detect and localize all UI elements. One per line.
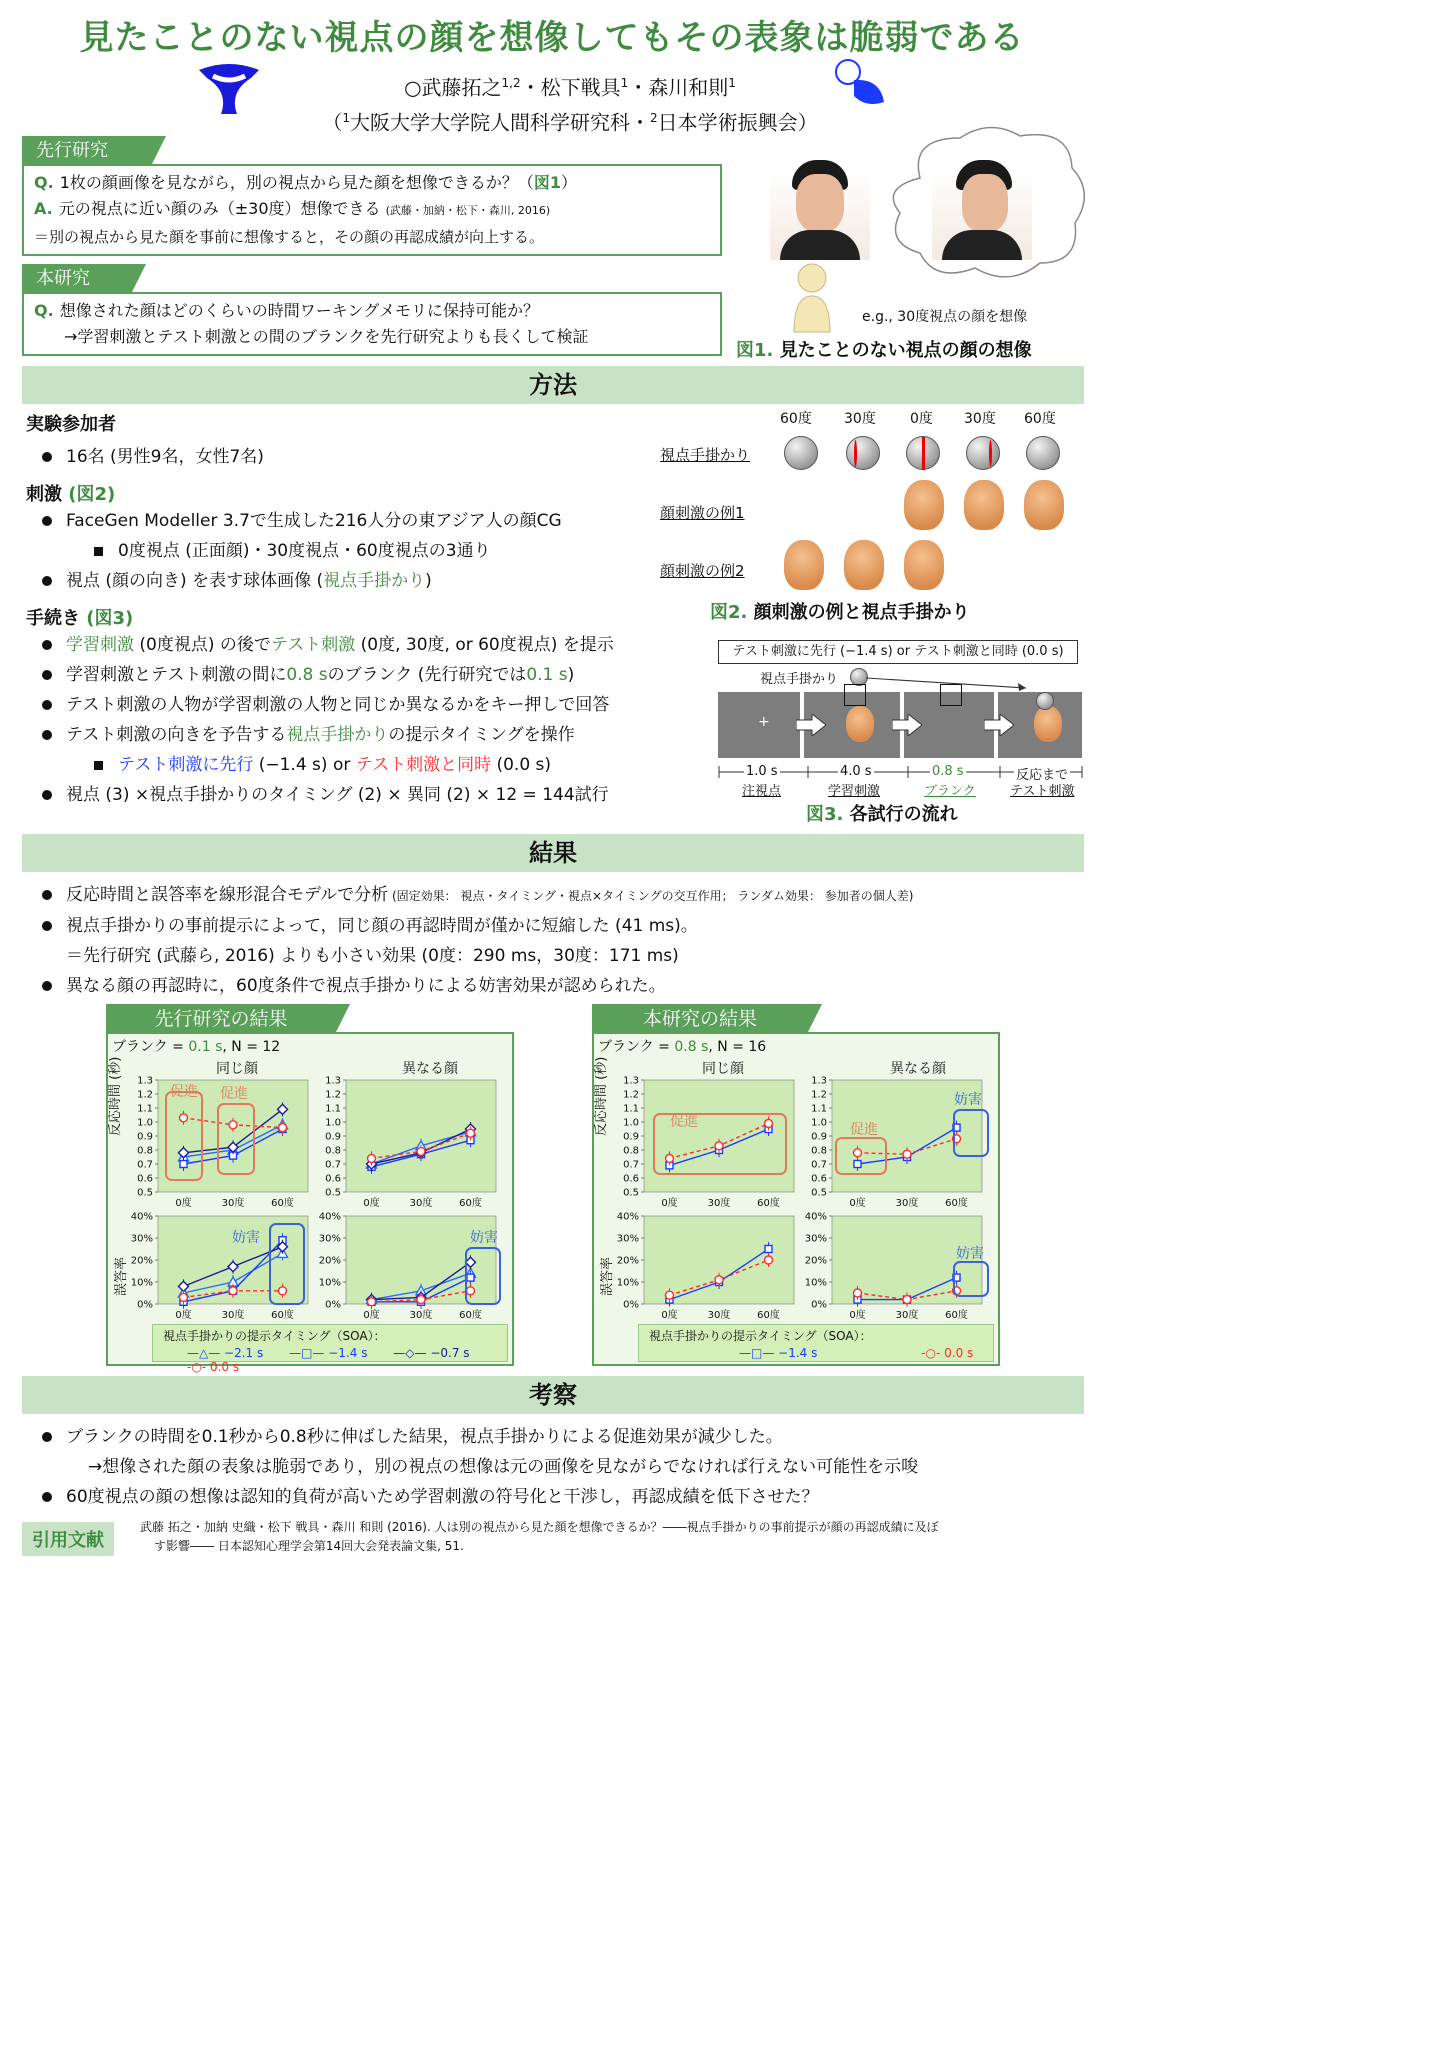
- y-tick-label: 1.1: [623, 1103, 639, 1115]
- y-tick-label: 0%: [325, 1299, 341, 1311]
- data-point: [854, 1149, 862, 1157]
- y-tick-label: 0.8: [325, 1145, 341, 1157]
- y-tick-label: 40%: [616, 1211, 639, 1223]
- y-tick-label: 20%: [616, 1255, 639, 1267]
- prior-results-tab: 先行研究の結果: [106, 1004, 336, 1034]
- y-tick-label: 20%: [804, 1255, 827, 1267]
- x-tick-label: 0度: [849, 1198, 866, 1209]
- x-tick-label: 30度: [707, 1198, 731, 1209]
- y-tick-label: 30%: [130, 1233, 153, 1245]
- fig3-duration-4: 反応まで: [1014, 764, 1070, 783]
- y-tick-label: 0.5: [623, 1187, 639, 1199]
- x-tick-label: 30度: [409, 1310, 433, 1321]
- fig2-caption: 図2. 顔刺激の例と視点手掛かり: [710, 602, 970, 623]
- y-tick-label: 1.2: [811, 1089, 827, 1101]
- results-band: 結果: [22, 834, 1084, 872]
- methods-band: 方法: [22, 366, 1084, 404]
- x-tick-label: 60度: [757, 1310, 780, 1321]
- data-point: [666, 1154, 674, 1162]
- y-tick-label: 1.3: [325, 1075, 341, 1087]
- data-point: [180, 1114, 188, 1122]
- present-legend: 視点手掛かりの提示タイミング（SOA）： —□— −1.4 s -○- 0.0 s: [638, 1324, 994, 1362]
- fig2-row-face1: 顔刺激の例1: [660, 504, 745, 522]
- y-tick-label: 0.6: [137, 1173, 153, 1185]
- y-tick-label: 10%: [616, 1277, 639, 1289]
- y-tick-label: 0%: [623, 1299, 639, 1311]
- y-tick-label: 1.0: [137, 1117, 153, 1129]
- fig2-row-face2: 顔刺激の例2: [660, 562, 745, 580]
- y-tick-label: 0.8: [137, 1145, 153, 1157]
- data-point: [666, 1291, 674, 1299]
- y-tick-label: 0.7: [623, 1159, 639, 1171]
- prior-research-tab: 先行研究: [22, 136, 152, 164]
- data-point: [279, 1287, 287, 1295]
- poster-title: 見たことのない視点の顔を想像してもその表象は脆弱である: [79, 18, 1025, 58]
- y-tick-label: 20%: [318, 1255, 341, 1267]
- discussion-text: ブランクの時間を0.1秒から0.8秒に伸ばした結果，視点手掛かりによる促進効果が減少した。 →想像された顔の表象は脆弱であり，別の視点の想像は元の画像を見ながらでなければ行えない可能性を示唆 60度視点の顔の想像は認知的負荷が高いため学習刺激の符号化と干渉し，再認成績を低下させた？: [26, 1422, 1086, 1512]
- y-tick-label: 1.1: [811, 1103, 827, 1115]
- y-tick-label: 30%: [318, 1233, 341, 1245]
- prior-research-box: Q. 1枚の顔画像を見ながら，別の視点から見た顔を想像できるか？（図1） A. 元の視点に近い顔のみ（±30度）想像できる (武藤・加納・松下・森川, 2016) ＝別の視点から見た顔を事前に想像すると，その顔の再認成績が向上する。: [22, 164, 722, 256]
- y-tick-label: 0.7: [325, 1159, 341, 1171]
- data-point: [279, 1124, 287, 1132]
- y-tick-label: 40%: [130, 1211, 153, 1223]
- y-tick-label: 1.1: [137, 1103, 153, 1115]
- data-point: [368, 1298, 376, 1306]
- data-point: [180, 1161, 187, 1168]
- prior-facilitation-1-label: 促進: [170, 1084, 198, 1100]
- x-tick-label: 0度: [363, 1310, 380, 1321]
- authors-block: ○武藤拓之$^{1,2}$・松下戦具$^1$・森川和則$^1$ （$^1$大阪大学大学院人間科学研究科・$^2$日本学術振興会）: [322, 75, 818, 135]
- references-tab: 引用文献: [22, 1522, 114, 1556]
- y-tick-label: 0.6: [811, 1173, 827, 1185]
- data-point: [368, 1154, 376, 1162]
- present-facilitation-2-label: 促進: [850, 1122, 878, 1138]
- fig3-duration-1: 1.0 s: [746, 764, 778, 779]
- y-tick-label: 10%: [318, 1277, 341, 1289]
- discussion-band: 考察: [22, 1376, 1084, 1414]
- prior-err-axis-label: 誤答率: [114, 1256, 129, 1296]
- x-tick-label: 60度: [271, 1198, 294, 1209]
- data-point: [417, 1147, 425, 1155]
- y-tick-label: 0.8: [811, 1145, 827, 1157]
- present-interference-2-label: 妨害: [956, 1246, 984, 1262]
- y-tick-label: 0.9: [325, 1131, 341, 1143]
- data-point: [765, 1246, 772, 1253]
- y-tick-label: 40%: [804, 1211, 827, 1223]
- present-err-axis-label: 誤答率: [600, 1256, 615, 1296]
- x-tick-label: 60度: [945, 1198, 968, 1209]
- prior-interference-1-label: 妨害: [232, 1230, 260, 1246]
- data-point: [467, 1274, 474, 1281]
- y-tick-label: 0.9: [137, 1131, 153, 1143]
- x-tick-label: 30度: [409, 1198, 433, 1209]
- present-facilitation-label: 促進: [670, 1114, 698, 1130]
- fig3-caption: 図3. 各試行の流れ: [806, 804, 958, 825]
- data-point: [229, 1287, 237, 1295]
- y-tick-label: 1.3: [811, 1075, 827, 1087]
- present-same-label: 同じ顔: [702, 1061, 744, 1077]
- data-point: [180, 1293, 188, 1301]
- x-tick-label: 30度: [221, 1310, 245, 1321]
- y-tick-label: 1.2: [623, 1089, 639, 1101]
- y-tick-label: 1.0: [623, 1117, 639, 1129]
- y-tick-label: 1.3: [623, 1075, 639, 1087]
- references-text: 武藤 拓之・加納 史織・松下 戦具・森川 和則 (2016). 人は別の視点から見た顔を想像できるか？――視点手掛かりの事前提示が顔の再認成績に及ぼ す影響―― 日本認知心理学会第14回大会発表論文集, 51.: [140, 1520, 939, 1553]
- y-tick-label: 10%: [130, 1277, 153, 1289]
- x-tick-label: 0度: [661, 1310, 678, 1321]
- fig3-label-fixation: 注視点: [742, 784, 782, 799]
- x-tick-label: 60度: [459, 1198, 482, 1209]
- x-tick-label: 30度: [707, 1310, 731, 1321]
- prior-blank-label: ブランク = 0.1 s, N = 12: [112, 1039, 281, 1055]
- x-tick-label: 60度: [271, 1310, 294, 1321]
- data-point: [854, 1161, 861, 1168]
- prior-interference-2-label: 妨害: [470, 1230, 498, 1246]
- present-research-tab: 本研究: [22, 264, 132, 292]
- y-tick-label: 1.3: [137, 1075, 153, 1087]
- x-tick-label: 60度: [757, 1198, 780, 1209]
- y-tick-label: 20%: [130, 1255, 153, 1267]
- y-tick-label: 0.7: [137, 1159, 153, 1171]
- y-tick-label: 0.6: [623, 1173, 639, 1185]
- present-research-box: Q. 想像された顔はどのくらいの時間ワーキングメモリに保持可能か？ →学習刺激とテスト刺激との間のブランクを先行研究よりも長くして検証: [22, 292, 722, 356]
- fig3-duration-2: 4.0 s: [840, 764, 872, 779]
- fig1-caption: 図1. 見たことのない視点の顔の想像: [736, 340, 1032, 361]
- y-tick-label: 0.5: [811, 1187, 827, 1199]
- methods-text: 実験参加者 16名 (男性9名，女性7名) 刺激 (図2) FaceGen Modeller 3.7で生成した216人分の東アジア人の顔CG 0度視点 (正面顔)・30度視点・60度視点の3通り 視点 (顔の向き) を表す球体画像 (視点手掛かり) 手続き (図3) 学習刺激 (0度視点) の後でテスト刺激 (0度, 30度, or 60度視点) を提示 学習刺激とテスト刺激の間に0.8 sのブランク (先行研究では0.1 s) テスト刺激の人物が学習刺激の人物と同じか異なるかをキー押しで回答 テスト刺激の向きを予告する視点手掛かりの提示タイミングを操作 テスト刺激に先行 (−1.4 s) or テスト刺激と同時 (0.0 s) 視点 (3) ×視点手掛かりのタイミング (2) × 異同 (2) × 12 = 144試行: [26, 410, 726, 810]
- y-tick-label: 1.2: [325, 1089, 341, 1101]
- x-tick-label: 0度: [661, 1198, 678, 1209]
- data-point: [715, 1142, 723, 1150]
- present-blank-label: ブランク = 0.8 s, N = 16: [598, 1039, 767, 1055]
- data-point: [467, 1287, 475, 1295]
- y-tick-label: 40%: [318, 1211, 341, 1223]
- prior-facilitation-2-label: 促進: [220, 1086, 248, 1102]
- y-tick-label: 1.0: [811, 1117, 827, 1129]
- y-tick-label: 30%: [616, 1233, 639, 1245]
- x-tick-label: 0度: [175, 1310, 192, 1321]
- data-point: [417, 1296, 425, 1304]
- y-tick-label: 1.0: [325, 1117, 341, 1129]
- plot-area: [644, 1080, 794, 1192]
- x-tick-label: 0度: [363, 1198, 380, 1209]
- x-tick-label: 0度: [175, 1198, 192, 1209]
- data-point: [715, 1276, 723, 1284]
- y-tick-label: 0.5: [325, 1187, 341, 1199]
- present-interference-1-label: 妨害: [954, 1092, 982, 1108]
- prior-rt-axis-label: 反応時間 (秒): [108, 1056, 123, 1136]
- y-tick-label: 0%: [137, 1299, 153, 1311]
- fig1-note: e.g., 30度視点の顔を想像: [862, 309, 1028, 325]
- fig3-duration-3: 0.8 s: [932, 764, 964, 779]
- x-tick-label: 60度: [945, 1310, 968, 1321]
- fig3-label-test: テスト刺激: [1010, 784, 1075, 799]
- y-tick-label: 0.6: [325, 1173, 341, 1185]
- data-point: [765, 1256, 773, 1264]
- y-tick-label: 0.8: [623, 1145, 639, 1157]
- data-point: [903, 1150, 911, 1158]
- y-tick-label: 1.2: [137, 1089, 153, 1101]
- y-tick-label: 0.7: [811, 1159, 827, 1171]
- y-tick-label: 30%: [804, 1233, 827, 1245]
- data-point: [765, 1119, 773, 1127]
- results-text: 反応時間と誤答率を線形混合モデルで分析 (固定効果： 視点・タイミング・視点×タイミングの交互作用； ランダム効果： 参加者の個人差) 視点手掛かりの事前提示によって，同じ顔の再認時間が僅かに短縮した (41 ms)。 ＝先行研究 (武藤ら, 2016) よりも小さい効果 (0度：290 ms，30度：171 ms) 異なる顔の再認時に，60度条件で視点手掛かりによる妨害効果が認められた。: [26, 880, 1086, 1001]
- present-diff-label: 異なる顔: [890, 1061, 946, 1077]
- y-tick-label: 10%: [804, 1277, 827, 1289]
- y-tick-label: 1.1: [325, 1103, 341, 1115]
- y-tick-label: 0.9: [623, 1131, 639, 1143]
- y-tick-label: 0.5: [137, 1187, 153, 1199]
- data-point: [467, 1129, 475, 1137]
- data-point: [903, 1296, 911, 1304]
- data-point: [229, 1121, 237, 1129]
- x-tick-label: 60度: [459, 1310, 482, 1321]
- y-tick-label: 0%: [811, 1299, 827, 1311]
- prior-same-label: 同じ顔: [216, 1061, 258, 1077]
- prior-diff-label: 異なる顔: [402, 1061, 458, 1077]
- fig2-row-cue: 視点手掛かり: [660, 446, 751, 464]
- x-tick-label: 30度: [895, 1198, 919, 1209]
- fig3-timing-box: テスト刺激に先行 (−1.4 s) or テスト刺激と同時 (0.0 s): [718, 640, 1078, 664]
- fig3-label-study: 学習刺激: [828, 784, 881, 799]
- present-results-tab: 本研究の結果: [592, 1004, 808, 1034]
- fig3-cue-label: 視点手掛かり: [760, 672, 839, 687]
- present-rt-axis-label: 反応時間 (秒): [594, 1056, 609, 1136]
- y-tick-label: 0.9: [811, 1131, 827, 1143]
- prior-legend: 視点手掛かりの提示タイミング（SOA）： —△— −2.1 s —□— −1.4 s —◇— −0.7 s -○- 0.0 s: [152, 1324, 508, 1362]
- data-point: [854, 1289, 862, 1297]
- fixation-cross: +: [758, 714, 770, 730]
- fig3-label-blank: ブランク: [924, 784, 976, 799]
- x-tick-label: 0度: [849, 1310, 866, 1321]
- x-tick-label: 30度: [221, 1198, 245, 1209]
- x-tick-label: 30度: [895, 1310, 919, 1321]
